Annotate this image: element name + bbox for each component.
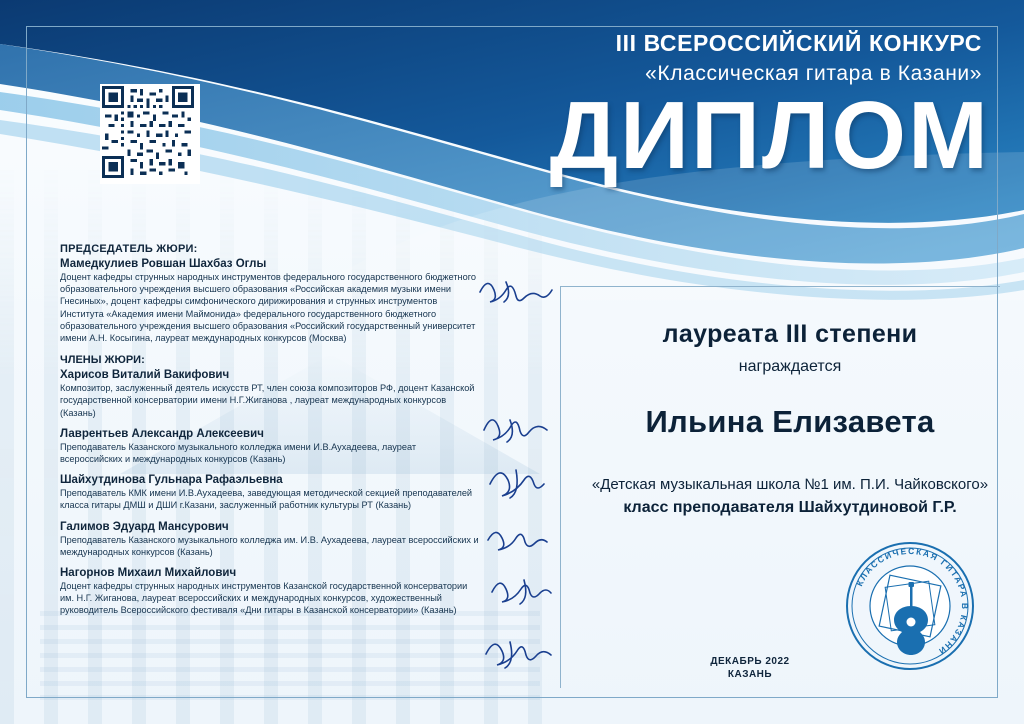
jury-chair-heading: ПРЕДСЕДАТЕЛЬ ЖЮРИ: [60, 243, 198, 255]
jury-member-entry [60, 521, 480, 558]
competition-title-line2: «Классическая гитара в Казани» [645, 62, 982, 85]
issue-city: КАЗАНЬ [727, 669, 773, 680]
jury-chair-entry [60, 258, 480, 344]
signature-strokes [470, 262, 580, 682]
page-title: ДИПЛОМ [549, 82, 990, 189]
issue-date: ДЕКАБРЬ 2022 [710, 656, 790, 667]
jury-panel [60, 243, 480, 626]
jury-members-heading: ЧЛЕНЫ ЖЮРИ: [60, 354, 145, 367]
award-degree: лауреата III степени [662, 320, 918, 348]
jury-member-name: Галимов Эдуард Мансурович [60, 520, 229, 533]
jury-member-name: Нагорнов Михаил Михайлович [60, 567, 237, 580]
jury-member-name: Лаврентьев Александр Алексеевич [60, 427, 264, 440]
jury-member-description: Доцент кафедры струнных народных инструментов Казанской государственной консерватории им. Н.Г. Жиганова, лауреат всероссийских и международных конкурсов, художественный руководитель Всероссийского фестиваля «Дни гитары в Казанской консерватории» (Казань) [60, 581, 468, 616]
jury-member-name: Шайхутдинова Гульнара Рафаэльевна [60, 474, 283, 487]
section-divider-horizontal [560, 286, 1000, 287]
footer-block [640, 656, 860, 680]
jury-member-entry [60, 428, 480, 465]
section-divider-vertical [560, 286, 561, 688]
competition-title-line1: III ВСЕРОССИЙСКИЙ КОНКУРС [615, 30, 982, 56]
jury-member-entry [60, 474, 480, 511]
recipient-teacher: класс преподавателя Шайхутдиновой Г.Р. [623, 499, 957, 516]
jury-member-description: Преподаватель Казанского музыкального колледжа имени И.В.Аухадеева, лауреат всероссийских и международных конкурсов (Казань) [60, 441, 417, 465]
jury-member-description: Композитор, заслуженный деятель искусств РТ, член союза композиторов РФ, доцент Казанской государственной консерватории имени Н.Г.Жиганова , лауреат международных конкурсов (Казань) [60, 383, 475, 418]
jury-member-description: Преподаватель КМК имени И.В.Аухадеева, заведующая методической секцией преподавателей класса гитары ДМШ и ДШИ г.Казани, заслуженный работник культуры РТ (Казань) [60, 488, 473, 511]
jury-member-name: Мамедкулиев Ровшан Шахбаз Оглы [60, 258, 267, 270]
award-subtitle: награждается [738, 358, 842, 375]
jury-member-entry [60, 369, 480, 419]
jury-member-description: Доцент кафедры струнных народных инструментов федерального государственного бюджетного образовательного учреждения высшего образования «Российская академия музыки имени Гнесиных», доцент кафедры симфонического дирижирования и струнных инструментов Института «Академия имени Маймонида» федерального государственного бюджетного образовательного учреждения высшего образования «Российский государственный университет имени А.Н. Косыгина, лауреат международных конкурсов (Москва) [60, 272, 476, 344]
emblem-text: КЛАССИЧЕСКАЯ ГИТАРА В КАЗАНИ [854, 545, 971, 658]
qr-code[interactable] [100, 84, 200, 184]
competition-emblem [844, 540, 976, 672]
award-panel [575, 320, 1005, 517]
jury-member-name: Харисов Виталий Вакифович [60, 369, 230, 382]
recipient-name: Ильина Елизавета [645, 404, 935, 439]
signatures-area [470, 262, 580, 682]
jury-member-entry [60, 567, 480, 617]
jury-member-description: Преподаватель Казанского музыкального колледжа им. И.В. Аухадеева, лауреат всероссийских и международных конкурсов (Казань) [60, 534, 479, 557]
recipient-school: «Детская музыкальная школа №1 им. П.И. Чайковского» [591, 476, 989, 493]
